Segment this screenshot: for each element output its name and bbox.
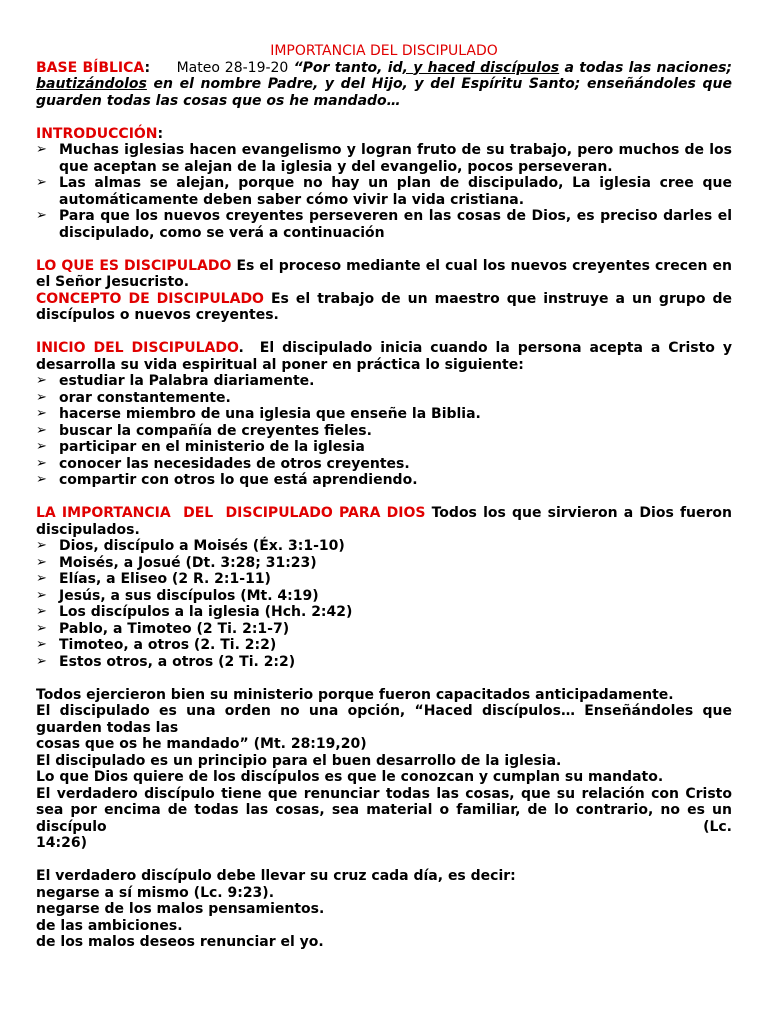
list-item-text: Para que los nuevos creyentes perseveren en las cosas de Dios, es preciso darles el discipulado, como se verá a continuación [59, 208, 732, 241]
closing-reference: (Lc. [703, 818, 732, 835]
list-item-text: Elías, a Eliseo (2 R. 2:1-11) [59, 571, 271, 587]
list-item-text: Pablo, a Timoteo (2 Ti. 2:1-7) [59, 620, 290, 637]
list-item [36, 472, 732, 489]
list-item [36, 456, 732, 473]
arrow-bullet-icon: ➢ [36, 389, 47, 405]
arrow-bullet-icon: ➢ [36, 406, 47, 421]
inicio-paragraph [36, 340, 737, 373]
list-item [36, 604, 732, 621]
arrow-bullet-icon: ➢ [36, 373, 47, 388]
list-item-text: Los discípulos a la iglesia (Hch. 2:42) [59, 604, 353, 620]
base-biblica-colon: : [144, 59, 151, 76]
list-item [36, 423, 732, 440]
importancia-list [36, 538, 732, 670]
list-item [36, 588, 732, 605]
arrow-bullet-icon: ➢ [36, 439, 47, 454]
arrow-bullet-icon: ➢ [36, 620, 47, 636]
arrow-bullet-icon: ➢ [36, 587, 47, 603]
importancia-label: LA IMPORTANCIA DEL DISCIPULADO PARA DIOS [36, 505, 426, 521]
que-es-text: Es el proceso mediante el cual los nuevos creyentes crecen en el Señor Jesucristo. [36, 257, 733, 290]
closing-word: discípulo [36, 818, 107, 835]
verse-part-5: en el nombre Padre, y del Hijo, y del Espíritu Santo; enseñándoles que guarden todas las cosas que os he mandado… [36, 76, 732, 109]
arrow-bullet-icon: ➢ [36, 571, 47, 586]
verse-part-3: a todas las naciones; [559, 59, 732, 76]
closing-line-11: de los malos deseos renunciar el yo. [36, 934, 324, 950]
verse-part-4: bautizándolos [36, 76, 147, 92]
list-item-text: conocer las necesidades de otros creyentes. [59, 455, 410, 472]
verse-part-1: “Por tanto, id [293, 59, 403, 76]
document-title: IMPORTANCIA DEL DISCIPULADO [270, 43, 498, 59]
list-item [36, 406, 732, 423]
closing-line-1: Todos ejercieron bien su ministerio porque fueron capacitados anticipadamente. [36, 686, 674, 703]
base-biblica-reference: Mateo 28-19-20 [176, 59, 289, 76]
list-item [36, 621, 732, 638]
introduccion-list [36, 142, 732, 241]
arrow-bullet-icon: ➢ [36, 208, 47, 223]
list-item-text: participar en el ministerio de la iglesia [59, 439, 365, 455]
arrow-bullet-icon: ➢ [36, 538, 47, 553]
document-body [36, 43, 737, 951]
list-item [36, 390, 732, 407]
closing-line-5: Lo que Dios quiere de los discípulos es que le conozcan y cumplan su mandato. [36, 769, 664, 785]
arrow-bullet-icon: ➢ [36, 554, 47, 570]
closing-line-3: cosas que os he mandado” (Mt. 28:19,20) [36, 736, 367, 752]
list-item-text: Timoteo, a otros (2. Ti. 2:2) [59, 637, 277, 653]
list-item-text: estudiar la Palabra diariamente. [59, 373, 315, 389]
arrow-bullet-icon: ➢ [36, 472, 47, 487]
closing-line-6-end: 14:26) [36, 835, 87, 851]
importancia-paragraph [36, 505, 732, 538]
list-item [36, 439, 732, 456]
list-item-text: Dios, discípulo a Moisés (Éx. 3:1-10) [59, 538, 345, 554]
que-es-paragraph [36, 258, 732, 291]
concepto-paragraph [36, 291, 732, 324]
arrow-bullet-icon: ➢ [36, 604, 47, 619]
list-item-text: Muchas iglesias hacen evangelismo y logran fruto de su trabajo, pero muchos de los que aceptan se alejan de la iglesia y del evangelio, pocos perseveran. [59, 142, 732, 175]
inicio-label: INICIO DEL DISCIPULADO [36, 340, 239, 356]
closing-line-9: negarse de los malos pensamientos. [36, 901, 325, 917]
base-biblica-label: BASE BÍBLICA [36, 59, 145, 76]
closing-line-6-continued [36, 819, 732, 836]
inicio-text: El discipulado inicia cuando la persona acepta a Cristo y desarrolla su vida espiritual al poner en práctica lo siguiente: [36, 340, 737, 373]
inicio-dot: . [238, 340, 244, 356]
importancia-text: Todos los que sirvieron a Dios fueron discipulados. [36, 505, 732, 538]
list-item-text: Jesús, a sus discípulos (Mt. 4:19) [59, 587, 319, 604]
closing-line-10: de las ambiciones. [36, 917, 183, 934]
closing-line-2: El discipulado es una orden no una opción, “Haced discípulos… Enseñándoles que guarden todas las [36, 703, 732, 736]
list-item-text: compartir con otros lo que está aprendiendo. [59, 472, 418, 488]
introduccion-label: INTRODUCCIÓN [36, 125, 158, 142]
list-item [36, 555, 732, 572]
list-item [36, 637, 732, 654]
closing-line-7: El verdadero discípulo debe llevar su cruz cada día, es decir: [36, 868, 516, 884]
concepto-label: CONCEPTO DE DISCIPULADO [36, 290, 264, 307]
concepto-text: Es el trabajo de un maestro que instruye a un grupo de discípulos o nuevos creyentes. [36, 290, 732, 323]
verse-part-2: , y haced discípulos [402, 59, 560, 76]
arrow-bullet-icon: ➢ [36, 422, 47, 438]
list-item-text: orar constantemente. [59, 389, 231, 406]
arrow-bullet-icon: ➢ [36, 653, 47, 669]
list-item [36, 654, 732, 671]
arrow-bullet-icon: ➢ [36, 175, 47, 190]
list-item [36, 373, 732, 390]
list-item-text: Las almas se alejan, porque no hay un plan de discipulado, La iglesia cree que automáticamente deben saber cómo vivir la vida cristiana. [59, 175, 732, 208]
base-biblica-paragraph [36, 60, 732, 110]
list-item [36, 208, 732, 241]
arrow-bullet-icon: ➢ [36, 637, 47, 652]
introduccion-colon: : [157, 125, 164, 142]
inicio-list [36, 373, 732, 489]
introduccion-heading [36, 126, 732, 143]
list-item [36, 175, 732, 208]
list-item-text: Estos otros, a otros (2 Ti. 2:2) [59, 653, 296, 670]
closing-line-4: El discipulado es un principio para el buen desarrollo de la iglesia. [36, 752, 562, 769]
list-item [36, 142, 732, 175]
list-item-text: hacerse miembro de una iglesia que enseñe la Biblia. [59, 406, 481, 422]
que-es-label: LO QUE ES DISCIPULADO [36, 257, 232, 274]
closing-line-8: negarse a sí mismo (Lc. 9:23). [36, 884, 275, 901]
list-item [36, 571, 732, 588]
list-item [36, 538, 732, 555]
arrow-bullet-icon: ➢ [36, 142, 47, 157]
list-item-text: Moisés, a Josué (Dt. 3:28; 31:23) [59, 554, 317, 571]
arrow-bullet-icon: ➢ [36, 455, 47, 471]
list-item-text: buscar la compañía de creyentes fieles. [59, 422, 372, 439]
closing-line-6: El verdadero discípulo tiene que renunciar todas las cosas, que su relación con Cristo sea por encima de todas las cosas, sea material o familiar, de lo contrario, no es un [36, 785, 732, 818]
